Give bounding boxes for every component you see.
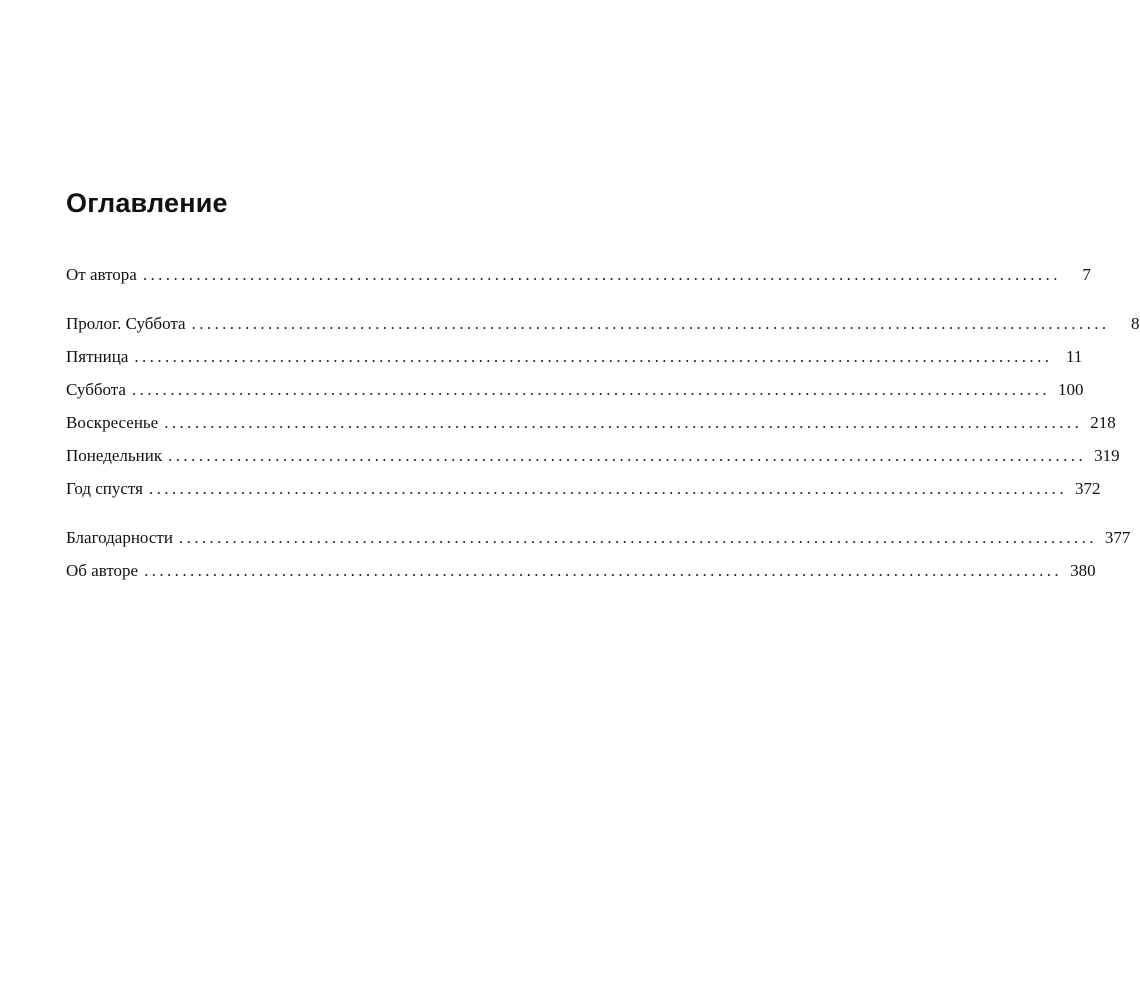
toc-entry-label: Суббота <box>66 380 126 399</box>
table-of-contents <box>66 258 1140 603</box>
toc-entry-page: 218 <box>1090 413 1116 432</box>
toc-entry-page: 100 <box>1057 380 1084 399</box>
toc-group-back-matter <box>66 521 1131 587</box>
toc-group-intro <box>66 258 1091 291</box>
toc-entry[interactable] <box>66 521 1131 554</box>
toc-entry[interactable] <box>66 439 1120 472</box>
toc-entry-label: Пролог. Суббота <box>66 314 186 333</box>
toc-entry-label: Об авторе <box>66 561 139 580</box>
toc-entry-label: Год спустя <box>66 479 143 498</box>
dot-leader: ........................................................................................................................ <box>142 265 1061 284</box>
toc-entry-page: 380 <box>1070 561 1096 580</box>
dot-leader: ........................................................................................................................ <box>191 314 1110 333</box>
toc-entry-page: 377 <box>1104 528 1131 547</box>
toc-entry[interactable] <box>66 554 1096 587</box>
toc-title: Оглавление <box>66 188 228 218</box>
toc-entry-label: Пятница <box>66 347 129 366</box>
toc-entry-page: 11 <box>1066 347 1083 366</box>
toc-entry-page: 319 <box>1094 446 1120 465</box>
toc-entry-label: Понедельник <box>66 446 163 465</box>
toc-entry[interactable] <box>66 373 1084 406</box>
dot-leader: ........................................................................................................................ <box>134 347 1053 366</box>
dot-leader: ........................................................................................................................ <box>178 528 1097 547</box>
toc-entry[interactable] <box>66 472 1101 505</box>
dot-leader: ........................................................................................................................ <box>144 561 1063 580</box>
dot-leader: ........................................................................................................................ <box>148 479 1067 498</box>
toc-entry-page: 8 <box>1131 314 1140 333</box>
dot-leader: ........................................................................................................................ <box>164 413 1083 432</box>
dot-leader: ........................................................................................................................ <box>131 380 1050 399</box>
toc-entry[interactable] <box>66 406 1116 439</box>
toc-entry[interactable] <box>66 258 1091 291</box>
toc-entry-label: Воскресенье <box>66 413 159 432</box>
toc-entry[interactable] <box>66 307 1140 340</box>
toc-entry-label: Благодарности <box>66 528 173 547</box>
toc-entry-page: 7 <box>1082 265 1091 284</box>
toc-entry-label: От автора <box>66 265 137 284</box>
dot-leader: ........................................................................................................................ <box>168 446 1087 465</box>
toc-entry[interactable] <box>66 340 1083 373</box>
toc-entry-page: 372 <box>1074 479 1101 498</box>
toc-group-chapters <box>66 307 1140 505</box>
